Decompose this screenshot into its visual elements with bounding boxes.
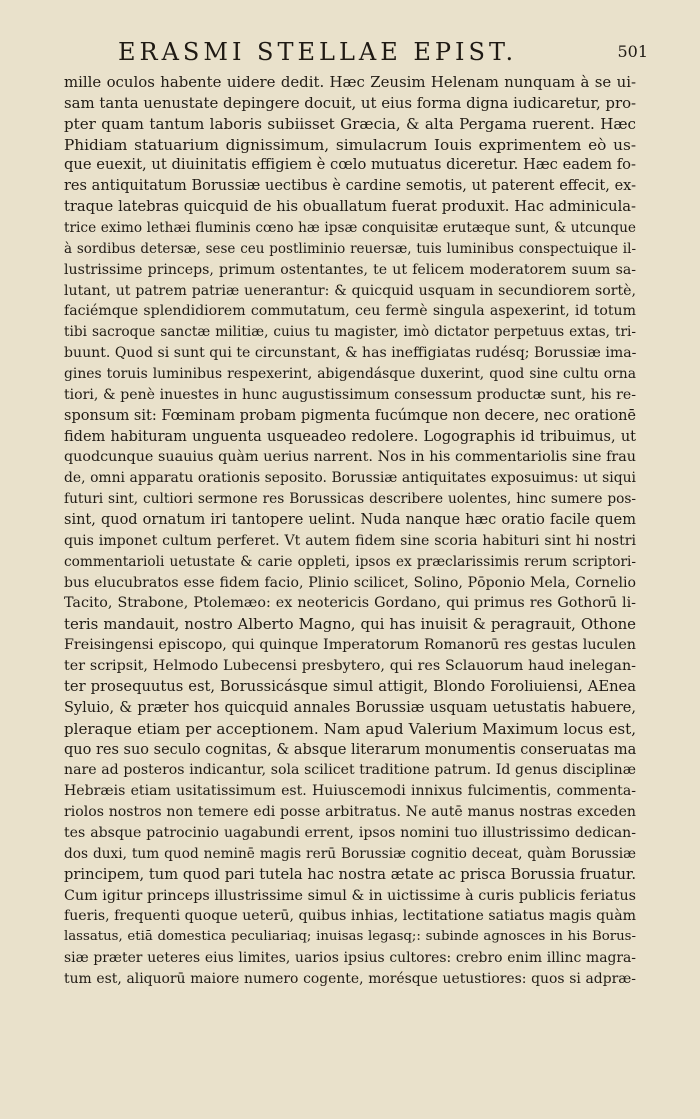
text-line: quodcunque suauius quàm uerius narrent. Nos in his commentariolis sine frau <box>64 449 636 466</box>
text-line: sam tanta uenustate depingere docuit, ut eius forma digna iudicaretur, pro- <box>64 93 637 112</box>
text-line: mille oculos habente uidere dedit. Hæc Zeusim Helenam nunquam à se ui- <box>64 73 636 91</box>
text-line: commentarioli uetustate & carie oppleti, ipsos ex præclarissimis rerum scriptori- <box>64 553 636 570</box>
text-line: traque latebras quicquid de his obuallatum fuerat produxit. Hac adminicula- <box>64 198 636 216</box>
text-line: fidem habituram unguenta usqueadeo redolere. Logographis id tribuimus, ut <box>64 428 636 445</box>
text-line: fueris, frequenti quoque ueterū, quibus inhias, lectitatione satiatus magis quàm <box>64 908 636 925</box>
text-line: buunt. Quod si sunt qui te circunstant, & has ineffigiatas rudésq; Borussiæ ima- <box>64 345 637 362</box>
text-line: lustrissime princeps, primum ostentantes, te ut felicem moderatorem suum sa- <box>64 261 636 278</box>
text-line: faciémque splendidiorem commutatum, ceu fermè singula aspexerint, id totum <box>64 303 636 320</box>
text-line: sponsum sit: Fœminam probam pigmenta fucúmque non decere, nec orationē <box>64 407 636 424</box>
text-line: ter scripsit, Helmodo Lubecensi presbytero, qui res Sclauorum haud inelegan- <box>64 658 636 675</box>
text-line: Syluio, & præter hos quicquid annales Borussiæ usquam uetustatis habuere, <box>64 699 636 716</box>
text-line: Phidiam statuarium dignissimum, simulacrum Iouis exprimentem eò us- <box>64 135 636 154</box>
text-line: trice eximo lethæi fluminis cœno hæ ipsæ conquisitæ erutæque sunt, & utcunque <box>64 220 636 237</box>
text-line: quo res suo seculo cognitas, & absque literarum monumentis conseruatas ma <box>64 741 637 758</box>
text-line: teris mandauit, nostro Alberto Magno, qui has inuisit & peragrauit, Othone <box>64 615 636 634</box>
text-line: Tacito, Strabone, Ptolemæo: ex neotericis Gordano, qui primus res Gothorū li- <box>64 595 636 612</box>
text-line: lutant, ut patrem patriæ uenerantur: & quicquid usquam in secundiorem sortè, <box>64 282 636 299</box>
page-header <box>0 38 700 68</box>
text-line: res antiquitatum Borussiæ uectibus è cardine semotis, ut paterent effecit, ex- <box>64 178 636 195</box>
text-line: siæ præter ueteres eius limites, uarios ipsius cultores: crebro enim illinc magra- <box>64 950 636 967</box>
text-line: riolos nostros non temere edi posse arbitratus. Ne autē manus nostras exceden <box>64 804 636 821</box>
text-line: Freisingensi episcopo, qui quinque Imperatorum Romanorū res gestas luculen <box>64 637 636 654</box>
text-line: futuri sint, cultiori sermone res Borussicas describere uolentes, hinc sumere pos- <box>64 491 636 508</box>
text-line: gines toruis luminibus respexerint, abigendásque duxerint, quod sine cultu orna <box>64 366 636 383</box>
text-line: pleraque etiam per acceptionem. Nam apud Valerium Maximum locus est, <box>64 719 636 738</box>
text-line: principem, tum quod pari tutela hac nostra ætate ac prisca Borussia fruatur. <box>64 865 636 883</box>
text-line: Hebræis etiam usitatissimum est. Huiuscemodi innixus fulcimentis, commenta- <box>64 783 636 800</box>
text-line: à sordibus detersæ, sese ceu postliminio reuersæ, tuis luminibus conspectuique il- <box>64 240 636 257</box>
text-line: lassatus, etiā domestica peculiariaq; inuisas legasq;: subinde agnosces in his Borus- <box>64 929 636 945</box>
text-line: ter prosequutus est, Borussicásque simul attigit, Blondo Foroliuiensi, AEnea <box>64 677 636 695</box>
text-line: tum est, aliquorū maiore numero cogente, morésque uetustiores: quos si adpræ- <box>64 970 636 987</box>
text-line: nare ad posteros indicantur, sola scilicet traditione patrum. Id genus disciplinæ <box>64 762 636 779</box>
text-line: que euexit, ut diuinitatis effigiem è cœlo mutuatus diceretur. Hæc eadem fo- <box>64 156 636 174</box>
page-number: 501 <box>617 42 648 61</box>
text-line: Cum igitur princeps illustrissime simul & in uictissime à curis publicis feriatus <box>64 887 636 904</box>
text-line: de, omni apparatu orationis seposito. Borussiæ antiquitates exposuimus: ut siqui <box>64 470 636 487</box>
text-line: dos duxi, tum quod neminē magis rerū Borussiæ cognitio deceat, quàm Borussiæ <box>64 845 636 862</box>
text-line: tibi sacroque sanctæ militiæ, cuius tu magister, imò dictator perpetuus extas, tri- <box>64 324 636 341</box>
running-head: ERASMI STELLAE EPIST. <box>118 38 518 66</box>
text-line: tiori, & penè inuestes in hunc augustissimum consessum productæ sunt, his re- <box>64 386 636 403</box>
text-line: quis imponet cultum perferet. Vt autem fidem sine scoria habituri sint hi nostri <box>64 532 636 549</box>
text-line: bus elucubratos esse fidem facio, Plinio scilicet, Solino, Pōponio Mela, Cornelio <box>64 574 636 591</box>
body-text <box>64 72 636 990</box>
text-line: sint, quod ornatum iri tantopere uelint. Nuda nanque hæc oratio facile quem <box>64 512 636 529</box>
text-line: tes absque patrocinio uagabundi errent, ipsos nomini tuo illustrissimo dedican- <box>64 824 636 841</box>
text-line: pter quam tantum laboris subiisset Græcia, & alta Pergama ruerent. Hæc <box>64 114 636 133</box>
